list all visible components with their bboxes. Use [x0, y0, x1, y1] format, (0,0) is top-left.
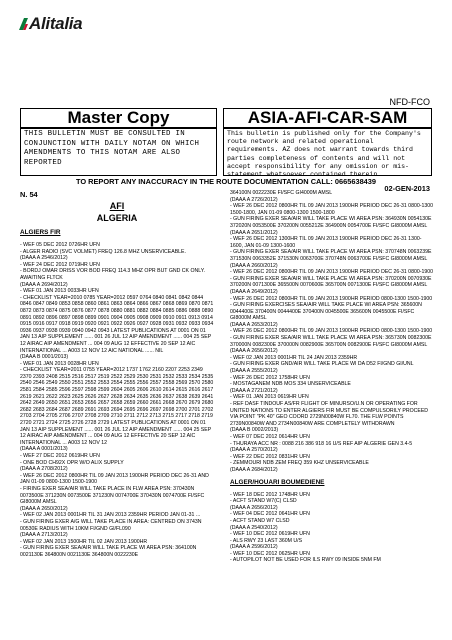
notam-entry: - WEF 26 DEC 2012 0800HR TIL 09 JAN 2013 1900HR PERIOD DEC 26-31 0800-1300 1500-1800, JAN 01-09 0800-1300 1500-1800 - GUN FIRING EXER SEA/AIR WILL TAKE PLACE WI AREA PSN: 364930N 0054130E 372020N 0053500E 370200N 0055212E 364900N 0054700E FI/SFC GI8000M AMSL (DAAA A 2651/2012) [230, 203, 433, 236]
notam-entry: - WEF 02 JAN 2013 1500HR TIL 02 JAN 2013 1900HR - GUN FIRING EXER SEA/AIR WILL TAKE PLACE WI AREA PSN: 364100N 0021130E 364800N 0021130E 364800N 0022230E [20, 538, 197, 558]
notam-entry: - WEF 24 DEC 2012 0719HR UFN - BORDJ OMAR DRISS VOR BOD FREQ 114.3 MHZ OPR BUT GND CK ONLY. AWAITING FLTCK (DAAA A 2694/2012) [20, 261, 205, 288]
notam-entry: - WEF 05 DEC 2012 0726HR UFN - ALGER RADIO (SVC VOLMET) FREQ 126.8 MHZ UNSERVICEABLE. (DAAA A 2546/2012) [20, 242, 186, 262]
section-heading: AFI [109, 201, 125, 211]
notam-entry: - WEF 10 DEC 2012 0625HR UFN - AUTOPILOT NOT BE USED FOR ILS RWY 09 INSIDE 5NM FM [230, 550, 381, 564]
notice-row [20, 128, 432, 179]
right-column [230, 190, 434, 636]
notam-entry: - WEF 04 DEC 2012 0641HR UFN - ACFT STAND W7 CLSD (DAAA A 2540/2012) [230, 511, 310, 531]
notam-entry: - WEF 10 DEC 2012 0619HR UFN - ALS RWY 23 LAST 360M U/S (DAAA A 2596/2012) [230, 531, 310, 551]
alitalia-a-mark-icon [19, 18, 28, 30]
notam-entry: - WEF 26 DEC 2012 0800HR TIL 09 JAN 2013 1900HR PERIOD 0800-1300 1500-1900 - GUN FIRING EXERCISES SEA/AIR WILL TAKE PLACE WI AREA PSN: 365600N 0044400E 370400N 0044400E 370400N 0045500E 365600N 0045500E FI/SFC GI8000M AMSL (DAAA A 2653/2012) [230, 295, 433, 328]
aerodrome-heading: ALGER/HOUARI BOUMEDIENE [230, 478, 325, 486]
document-id: NFD-FCO [389, 97, 430, 107]
bulletin-number: N. 54 [20, 190, 38, 199]
logo-text: Alitalia [29, 14, 83, 33]
notam-entry: 364100N 0022230E FI/SFC GI4000M AMSL (DAAA A 2726/2012) [230, 190, 333, 203]
left-column [20, 196, 214, 636]
notam-entry: - WEF 01 JAN 2013 0619HR UFN - REF DASF TINDOUF AS/FR FLIGHT OF MINURSO/U.N OR OPERATING FOR UNITED NATIONS TO ENTER ALGIERS FIR MUST BE COMPULSORILY PROCEED VIA POINT "PK 40" GEO COORD 2729N00840W FL70. THE FLW POINTS 2739N00840W AND 2734N00840W ARE COMPLETELY WITHDRAWN (DAAA B 0002/2013) [230, 394, 429, 434]
notam-entry: - WEF 27 DEC 2012 0619HR UFN - ONE BOD CH92X OPR W/O ALIX SUPPLY (DAAA A 2708/2012) [20, 453, 124, 473]
notam-entry: - WEF 01 JAN 2013 0028HR UFN - CHECKLIST YEAR=2011 0755 YEAR=2012 1737 1762 2160 2207 2253 2349 2370 2393 2408 2515 2516 2517 2519 2522 2529 2530 2531 2532 2533 2534 2535 2540 2546 2549 2550 2551 2552 2553 2554 2555 2556 2557 2558 2569 2570 2580 2581 2584 2585 2596 2597 2598 2599 2604 2605 2606 2610 2614 2615 2616 2617 2619 2621 2622 2623 2625 2626 2627 2628 2634 2635 2636 2637 2638 2639 2641 2642 2649 2650 2651 2653 2656 2657 2658 2659 2660 2661 2668 2670 2679 2680 2682 2683 2684 2687 2689 2691 2693 2694 2695 2696 2697 2698 2700 2701 2702 2703 2704 2705 2706 2707 2708 2709 2710 2711 2712 2713 2715 2717 2718 2719 2720 2721 2724 2725 2726 2728 2729 LATEST PUBLICATIONS AT 0001 ON 01 JAN 13 AIP SUPPLEMENT ...... 001 26 JUL 12 AIP AMENDMENT ...... 004 25 SEP 12 AIRAC AIP AMENDMENT ... 004 09 AUG 12 EFFECTIVE 20 SEP 12 AIC INTERNATIONAL ... A003 12 NOV 12 (DAAA A 0001/2013) [20, 360, 214, 453]
notam-entry: - WEF 07 DEC 2012 0614HR UFN - THURAYA ACC NR : 0088 216 386 918 16 U/S REF AIP ALGERIE GEN 3.4-5 (DAAA A 2570/2012) [230, 433, 413, 454]
country-heading: ALGERIA [96, 213, 138, 223]
notam-entry: - WEF 26 DEC 2012 1758HR UFN - MOSTAGANEM NDB MOS 334 UNSERVICEABLE (DAAA A 2721/2012) [230, 374, 351, 394]
notam-entry: - WEF 26 DEC 2012 0800HR TIL 09 JAN 2013 1900HR PERIOD 0800-1300 1500-1900 - GUN FIRING EXER SEA/AIR WILL TAKE PLACE WI AREA PSN: 365730N 0082300E 370000N 0082300E 370000N 0082900E 365700N 0082900E FI/SFC GI8000M AMSL (DAAA A 2656/2012) [230, 328, 433, 355]
notam-entry: - WEF 18 DEC 2012 1748HR UFN - ACFT STAND W7(C) CLSD (DAAA A 2656/2012) [230, 491, 310, 511]
title-row [20, 108, 432, 128]
master-copy-title: Master Copy [20, 108, 217, 128]
notam-entry: - WEF 02 JAN 2013 0001HR TIL 24 JAN 2013 2359HR - GUN FIRING EXER GND/AIR WILL TAKE PLACE WI DA D52 FI/GND GI/UNL (DAAA A 2555/2012) [230, 354, 414, 375]
alitalia-logo [19, 14, 82, 34]
notam-entry: - WEF 22 DEC 2012 0831HR UFN - ZEMMOURI NDB ZEM FREQ 359 KHZ UNSERVICEABLE (DAAA A 2684/2012) [230, 453, 369, 473]
consultation-notice: THIS BULLETIN MUST BE CONSULTED IN CONJUNCTION WITH DAILY NOTAM ON WHICH AMENDMENTS TO THIS NOTAM ARE ALSO REPORTED [20, 128, 217, 176]
region-title: ASIA-AFI-CAR-SAM [223, 108, 432, 128]
notam-entry: - WEF 26 DEC 2012 1300HR TIL 09 JAN 2013 1900HR PERIOD DEC 26-31 1300-1600, JAN 01-09 1300-1600 - GUN FIRING EXER SEA/AIR WILL TAKE PLACE WI AREA PSN: 370748N 0063239E 371530N 0063352E 371530N 0063700E 370748N 0063700E FI/SFC GI8000M AMSL (DAAA A 2660/2012) [230, 236, 432, 269]
report-inaccuracy-line: TO REPORT ANY INACCURACY IN THE ROUTE DOCUMENTATION CALL: 0665638439 [75, 177, 377, 186]
notam-entry: - WEF 02 JAN 2013 0001HR TIL 31 JAN 2013 2359HR PERIOD JAN 01-31 ... - GUN FIRING EXER A/G WILL TAKE PLACE IN AREA: CENTRED ON 3743N 00530E RADIUS WITH 10KM FI/GND GI/FL090 (DAAA A 2713/2012) [20, 512, 202, 539]
bulletin-date: 02-GEN-2013 [384, 184, 430, 193]
notam-entry: - WEF 26 DEC 2012 0800HR TIL 09 JAN 2013 1900HR PERIOD DEC 26-31 0800-1900 - GUN FIRING EXER SEA/AIR WILL TAKE PLACE WI AREA PSN: 370200N 0070930E 370200N 0071300E 365500N 0070600E 365700N 0071300E FI/SFC GI8000M AMSL (DAAA A 2649/2012) [230, 269, 433, 295]
fir-heading: ALGIERS FIR [20, 229, 61, 236]
notam-entry: - WEF 01 JAN 2013 0033HR UFN - CHECKLIST YEAR=2010 0785 YEAR=2012 0597 0764 0840 0841 0842 0844 0846 0847 0849 0853 0858 0860 0861 0863 0864 0866 0867 0868 0869 0870 0871 0872 0873 0874 0875 0876 0877 0878 0880 0881 0882 0884 0885 0886 0888 0890 0891 0892 0896 0897 0898 0899 0901 0904 0905 0908 0909 0910 0911 0913 0914 0915 0916 0917 0918 0919 0920 0921 0922 0926 0927 0928 0931 0932 0933 0934 0936 0937 0938 0939 0940 0942 0943 LATEST PUBLICATIONS AT 0001 ON 01 JAN 13 AIP SUPPLEMENT ...... 001 26 JUL 12 AIP AMENDMENT ...... 004 25 SEP 12 AIRAC AIP AMENDMENT ... 004 09 AUG 12 EFFECTIVE 20 SEP 12 AIC INTERNATIONAL ... A003 12 NOV 12 AIC NATIONAL ...... NIL (DAAA B 0001/2013) [20, 288, 214, 361]
disclaimer-notice: This bulletin is published only for the Company's route network and related operational requirements. AZ does not warrant towards third parties completeness of contents and will not accept responsibility for any omission or mis-statement whatsoever contained therein. [223, 128, 432, 176]
notam-entry: - WEF 26 DEC 2012 0800HR TIL 09 JAN 2013 1900HR PERIOD DEC 26-31 AND JAN 01-09 0800-1300 1500-1900 - FIRING EXER SEA/AIR WILL TAKE PLACE IN FLW AREA PSN: 370430N 0073500E 371230N 0073500E 371230N 0074700E 370430N 0074700E FI/SFC GI8000M AMSL (DAAA A 2650/2012) [20, 472, 209, 512]
